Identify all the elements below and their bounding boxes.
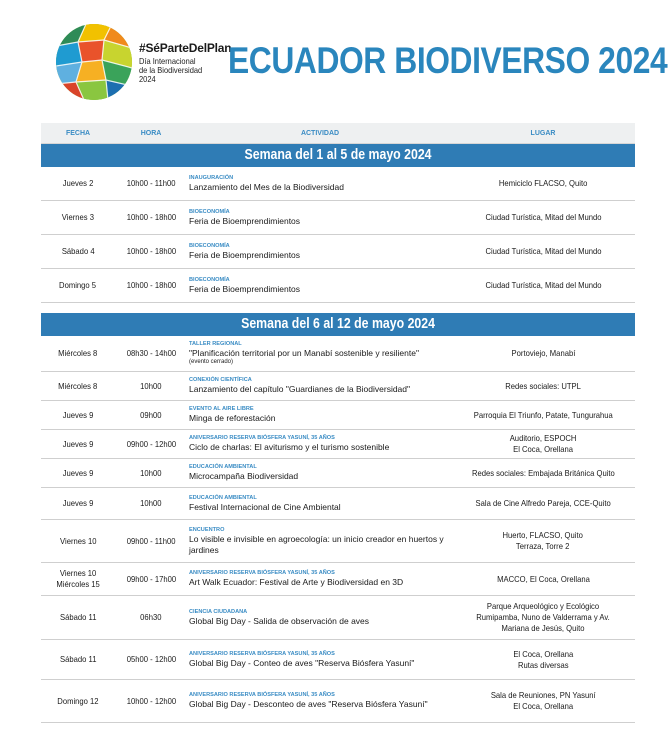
biodiversity-logo bbox=[56, 24, 132, 100]
cell-actividad bbox=[187, 692, 453, 710]
cell-lugar-text: Redes sociales: Embajada Británica Quito bbox=[471, 467, 615, 478]
cell-fecha-text: Jueves 9 bbox=[62, 409, 94, 420]
cell-actividad bbox=[187, 406, 453, 424]
cell-hora bbox=[115, 536, 187, 547]
table-row bbox=[41, 459, 635, 488]
cell-actividad bbox=[187, 464, 453, 482]
cell-hora-text: 10h00 bbox=[140, 380, 162, 391]
cell-actividad bbox=[187, 277, 453, 295]
activity-title: Global Big Day - Desconteo de aves "Reserva Biósfera Yasuní" bbox=[189, 699, 428, 709]
cell-fecha-text: Viernes 3 bbox=[61, 212, 95, 222]
subtitle-line-2: de la Biodiversidad bbox=[139, 65, 203, 75]
cell-lugar-text: Parroquia El Triunfo, Patate, Tungurahua bbox=[473, 409, 613, 420]
activity-category: ENCUENTRO bbox=[189, 526, 225, 533]
cell-hora-text: 10h00 bbox=[140, 467, 162, 478]
week-gap bbox=[41, 303, 635, 313]
cell-lugar bbox=[453, 348, 633, 359]
cell-fecha bbox=[41, 246, 115, 257]
week-header bbox=[41, 144, 635, 167]
cell-lugar bbox=[453, 246, 633, 257]
table-row bbox=[41, 680, 635, 723]
cell-actividad bbox=[187, 377, 453, 395]
cell-fecha bbox=[41, 212, 115, 223]
cell-hora bbox=[115, 654, 187, 665]
cell-fecha bbox=[41, 381, 115, 392]
cell-lugar-text: Sala de Cine Alfredo Pareja, CCE-Quito bbox=[475, 498, 611, 508]
cell-lugar-text: MACCO, El Coca, Orellana bbox=[496, 573, 590, 584]
activity-title: Global Big Day - Conteo de aves "Reserva Biósfera Yasuní" bbox=[189, 657, 415, 668]
cell-hora-text: 10h00 - 18h00 bbox=[126, 212, 176, 222]
cell-fecha bbox=[41, 468, 115, 479]
week-header bbox=[41, 313, 635, 336]
cell-lugar-text: Auditorio, ESPOCH El Coca, Orellana bbox=[509, 433, 577, 454]
cell-lugar-text: Ciudad Turística, Mitad del Mundo bbox=[484, 280, 602, 290]
activity-title: Feria de Bioemprendimientos bbox=[189, 249, 301, 260]
cell-lugar-text: Sala de Reuniones, PN Yasuní El Coca, Orellana bbox=[490, 690, 596, 711]
activity-title: Art Walk Ecuador: Festival de Arte y Biodiversidad en 3D bbox=[189, 577, 404, 587]
activity-category: TALLER REGIONAL bbox=[189, 341, 242, 347]
cell-lugar bbox=[453, 381, 633, 392]
cell-lugar-text: Redes sociales: UTPL bbox=[505, 380, 581, 391]
cell-hora-text: 10h00 - 11h00 bbox=[126, 178, 176, 188]
cell-fecha-text: Domingo 12 bbox=[57, 695, 99, 706]
table-row bbox=[41, 596, 635, 640]
activity-category: EDUCACIÓN AMBIENTAL bbox=[189, 494, 257, 501]
cell-hora bbox=[115, 178, 187, 189]
cell-fecha-text: Viernes 10 bbox=[59, 535, 97, 546]
activity-category: EDUCACIÓN AMBIENTAL bbox=[189, 464, 257, 470]
table-row bbox=[41, 563, 635, 596]
activity-category: EVENTO AL AIRE LIBRE bbox=[189, 406, 254, 412]
cell-lugar-text: Ciudad Turística, Mitad del Mundo bbox=[484, 246, 602, 256]
cell-hora bbox=[115, 498, 187, 509]
cell-actividad bbox=[187, 209, 453, 227]
cell-hora-text: 09h00 - 12h00 bbox=[126, 438, 176, 449]
cell-actividad bbox=[187, 609, 453, 627]
cell-hora-text: 09h00 - 11h00 bbox=[126, 535, 176, 546]
activity-category: ANIVERSARIO RESERVA BIÓSFERA YASUNÍ, 35 AÑOS bbox=[189, 650, 335, 657]
cell-fecha bbox=[41, 612, 115, 623]
cell-hora-text: 09h00 bbox=[140, 409, 162, 420]
cell-actividad bbox=[187, 527, 453, 556]
table-row bbox=[41, 640, 635, 680]
activity-title: Microcampaña Biodiversidad bbox=[189, 471, 299, 481]
activity-title: Minga de reforestación bbox=[189, 413, 276, 423]
mosaic-globe-icon bbox=[56, 24, 132, 100]
cell-hora bbox=[115, 468, 187, 479]
cell-fecha-text: Miércoles 8 bbox=[58, 380, 98, 391]
col-lugar: LUGAR bbox=[530, 129, 556, 137]
cell-lugar-text: Portoviejo, Manabí bbox=[511, 348, 575, 358]
activity-category: BIOECONOMÍA bbox=[189, 208, 230, 215]
cell-actividad bbox=[187, 570, 453, 588]
hashtag: #SéParteDelPlan bbox=[139, 41, 232, 55]
cell-fecha-text: Sábado 11 bbox=[59, 654, 97, 664]
cell-actividad bbox=[187, 651, 453, 669]
table-header bbox=[41, 123, 635, 144]
cell-lugar bbox=[453, 280, 633, 291]
table-row bbox=[41, 520, 635, 563]
cell-hora bbox=[115, 612, 187, 623]
col-fecha: FECHA bbox=[65, 129, 91, 137]
cell-lugar bbox=[453, 690, 633, 712]
cell-hora bbox=[115, 574, 187, 585]
cell-actividad bbox=[187, 243, 453, 261]
cell-hora bbox=[115, 280, 187, 291]
cell-hora-text: 10h00 - 12h00 bbox=[126, 695, 176, 706]
cell-actividad bbox=[187, 495, 453, 513]
table-row bbox=[41, 269, 635, 303]
week-label: Semana del 6 al 12 de mayo 2024 bbox=[241, 316, 435, 332]
cell-fecha-text: Jueves 9 bbox=[62, 498, 94, 508]
activity-category: INAUGURACIÓN bbox=[189, 174, 234, 181]
cell-hora-text: 06h30 bbox=[140, 612, 162, 622]
cell-fecha bbox=[41, 178, 115, 189]
cell-lugar bbox=[453, 498, 633, 509]
table-row bbox=[41, 201, 635, 235]
cell-fecha bbox=[41, 410, 115, 421]
activity-title: Lanzamiento del Mes de la Biodiversidad bbox=[189, 181, 344, 192]
cell-lugar bbox=[453, 212, 633, 223]
cell-fecha-text: Viernes 10 Miércoles 15 bbox=[56, 568, 100, 589]
activity-category: CONEXIÓN CIENTÍFICA bbox=[189, 377, 252, 383]
cell-hora bbox=[115, 348, 187, 359]
cell-hora-text: 10h00 - 18h00 bbox=[126, 280, 176, 290]
cell-hora bbox=[115, 410, 187, 421]
cell-lugar bbox=[453, 601, 633, 634]
cell-lugar bbox=[453, 530, 633, 552]
cell-actividad bbox=[187, 435, 453, 453]
cell-hora-text: 10h00 bbox=[140, 498, 162, 508]
activity-title: Ciclo de charlas: El aviturismo y el turismo sostenible bbox=[189, 442, 390, 452]
cell-fecha-text: Miércoles 8 bbox=[58, 348, 98, 358]
activity-title: "Planificación territorial por un Manabí sostenible y resiliente" bbox=[189, 348, 419, 358]
table-row bbox=[41, 336, 635, 372]
cell-hora-text: 10h00 - 18h00 bbox=[126, 246, 176, 256]
activity-title: Lanzamiento del capítulo "Guardianes de la Biodiversidad" bbox=[189, 384, 411, 394]
cell-hora bbox=[115, 381, 187, 392]
cell-actividad bbox=[187, 175, 453, 193]
page-title: ECUADOR BIODIVERSO 2024 bbox=[228, 40, 668, 81]
table-row bbox=[41, 401, 635, 430]
cell-lugar bbox=[453, 410, 633, 421]
cell-fecha bbox=[41, 280, 115, 291]
activity-category: ANIVERSARIO RESERVA BIÓSFERA YASUNÍ, 35 AÑOS bbox=[189, 570, 335, 576]
cell-hora bbox=[115, 439, 187, 450]
cell-fecha-text: Jueves 2 bbox=[62, 178, 94, 188]
cell-lugar bbox=[453, 468, 633, 479]
weeks-container bbox=[41, 144, 635, 723]
cell-fecha bbox=[41, 439, 115, 450]
cell-fecha-text: Jueves 9 bbox=[62, 438, 94, 449]
cell-actividad bbox=[187, 341, 453, 366]
table-row bbox=[41, 372, 635, 401]
cell-lugar bbox=[453, 649, 633, 671]
table-row bbox=[41, 167, 635, 201]
cell-hora-text: 09h00 - 17h00 bbox=[126, 573, 176, 584]
cell-fecha bbox=[41, 536, 115, 547]
cell-fecha bbox=[41, 654, 115, 665]
activity-title: Feria de Bioemprendimientos bbox=[189, 283, 301, 294]
table-row bbox=[41, 235, 635, 269]
cell-lugar-text: Huerto, FLACSO, Quito Terraza, Torre 2 bbox=[502, 530, 584, 551]
activity-category: ANIVERSARIO RESERVA BIÓSFERA YASUNÍ, 35 AÑOS bbox=[189, 435, 335, 441]
activity-category: CIENCIA CIUDADANA bbox=[189, 608, 248, 615]
table-row bbox=[41, 430, 635, 459]
activity-title: Festival Internacional de Cine Ambiental bbox=[189, 501, 341, 512]
cell-fecha-text: Sábado 11 bbox=[59, 612, 97, 622]
cell-hora-text: 08h30 - 14h00 bbox=[126, 348, 176, 358]
cell-lugar-text: Parque Arqueológico y Ecológico Rumipamba, Nuno de Valderrama y Av. Mariana de Jesús, Quito bbox=[476, 601, 610, 633]
cell-fecha bbox=[41, 568, 115, 590]
schedule-table bbox=[41, 123, 635, 723]
cell-hora bbox=[115, 246, 187, 257]
subtitle-line-3: 2024 bbox=[139, 74, 156, 84]
cell-lugar-text: El Coca, Orellana Rutas diversas bbox=[513, 648, 573, 670]
cell-hora bbox=[115, 212, 187, 223]
cell-fecha bbox=[41, 498, 115, 509]
cell-lugar-text: Hemiciclo FLACSO, Quito bbox=[498, 178, 588, 188]
cell-lugar bbox=[453, 574, 633, 585]
week-label: Semana del 1 al 5 de mayo 2024 bbox=[244, 147, 432, 163]
cell-lugar bbox=[453, 178, 633, 189]
subtitle-line-1: Día Internacional bbox=[139, 56, 196, 66]
activity-note: (evento cerrado) bbox=[189, 359, 234, 365]
cell-hora-text: 05h00 - 12h00 bbox=[126, 654, 176, 664]
activity-category: BIOECONOMÍA bbox=[189, 276, 230, 283]
cell-lugar-text: Ciudad Turística, Mitad del Mundo bbox=[484, 212, 602, 222]
cell-hora bbox=[115, 696, 187, 707]
activity-category: BIOECONOMÍA bbox=[189, 242, 230, 249]
table-row bbox=[41, 488, 635, 520]
cell-fecha-text: Sábado 4 bbox=[61, 246, 95, 256]
cell-fecha bbox=[41, 348, 115, 359]
activity-title: Feria de Bioemprendimientos bbox=[189, 215, 301, 226]
activity-title: Global Big Day - Salida de observación de aves bbox=[189, 615, 370, 626]
cell-fecha-text: Domingo 5 bbox=[59, 280, 97, 290]
activity-category: ANIVERSARIO RESERVA BIÓSFERA YASUNÍ, 35 AÑOS bbox=[189, 692, 335, 698]
cell-fecha-text: Jueves 9 bbox=[62, 467, 94, 478]
activity-title: Lo visible e invisible en agroecología: un inicio creador en huertos y jardines bbox=[189, 533, 444, 555]
cell-lugar bbox=[453, 433, 633, 455]
col-hora: HORA bbox=[140, 129, 162, 137]
cell-fecha bbox=[41, 696, 115, 707]
col-actividad: ACTIVIDAD bbox=[300, 129, 340, 137]
